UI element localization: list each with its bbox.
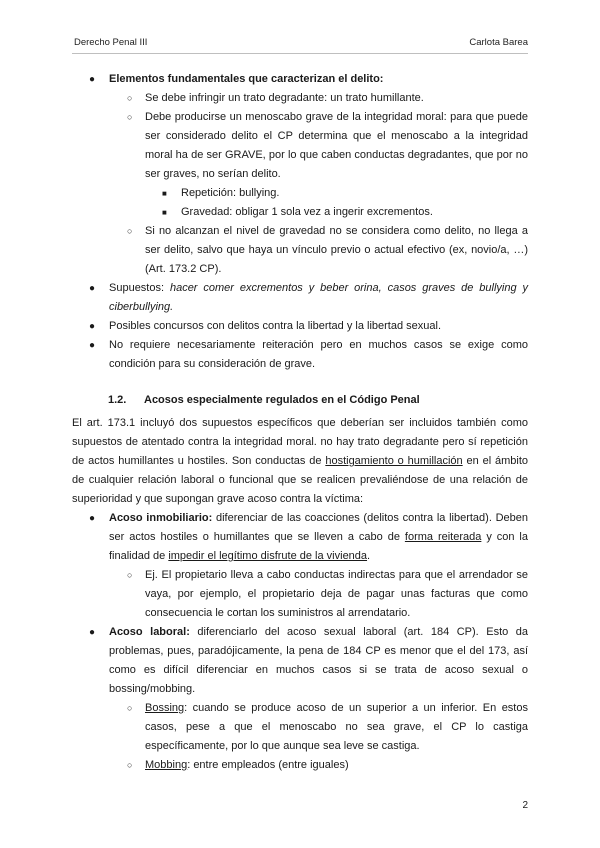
sub-bullet-trato bbox=[72, 89, 528, 108]
ejemplo-text: Ej. El propietario lleva a cabo conductas indirectas para que el arrendador se vaya, por ejemplo, el propietario deja de pagar unas facturas que como consecuencia le cortan los suministros al arrendatario. bbox=[145, 569, 528, 619]
circle-bullet-icon: ○ bbox=[127, 112, 133, 122]
laboral-label: Acoso laboral: bbox=[109, 626, 190, 638]
circle-bullet-icon: ○ bbox=[127, 226, 133, 236]
sub-bullet-mobbing bbox=[72, 756, 528, 775]
bullet-acoso-inmobiliario bbox=[72, 509, 528, 566]
intro-paragraph bbox=[72, 414, 528, 509]
document-body bbox=[72, 70, 528, 775]
bullet-dot-icon: ● bbox=[89, 340, 96, 351]
sub-sub-bullet-gravedad bbox=[72, 203, 528, 222]
intro-underlined: hostigamiento o humillación bbox=[325, 455, 463, 467]
bullet-dot-icon: ● bbox=[89, 74, 96, 85]
bullet-concursos bbox=[72, 317, 528, 336]
inmobiliario-underlined-2: impedir el legítimo disfrute de la vivienda bbox=[168, 550, 368, 562]
square-bullet-icon: ■ bbox=[162, 208, 167, 217]
inmobiliario-text-3: . bbox=[367, 550, 371, 562]
circle-bullet-icon: ○ bbox=[127, 703, 133, 713]
section-heading bbox=[72, 391, 528, 410]
supuestos-text: hacer comer excrementos y beber orina, casos graves de bullying y ciberbullying. bbox=[109, 282, 528, 313]
sub-sub-bullet-text: Gravedad: obligar 1 sola vez a ingerir excrementos. bbox=[181, 206, 433, 218]
intro-text: El art. 173.1 incluyó dos supuestos específicos que deberían ser incluidos también como supuestos de atentado contra la integridad moral. no hay trato degradante pero sí repetición de actos humillantes u hostiles. Son conductas de bbox=[72, 417, 528, 467]
bullet-dot-icon: ● bbox=[89, 321, 96, 332]
header-author: Carlota Barea bbox=[469, 37, 528, 48]
bossing-term: Bossing bbox=[145, 702, 185, 714]
bullet-supuestos bbox=[72, 279, 528, 317]
inmobiliario-text: diferenciar de las coacciones (delitos contra la libertad). Deben ser actos hostiles o humillantes que se lleven a cabo de bbox=[109, 512, 528, 543]
inmobiliario-text-2: y con la finalidad de bbox=[109, 531, 528, 562]
bullet-acoso-laboral bbox=[72, 623, 528, 699]
bullet-dot-icon: ● bbox=[89, 513, 96, 524]
laboral-text: diferenciarlo del acoso sexual laboral (art. 184 CP). Esto da problemas, pues, paradójicamente, la pena de 184 CP es menor que el del 173, así como es difícil diferenciar en muchos casos si se trata de acoso sexual o bossing/mobbing. bbox=[109, 626, 528, 695]
intro-text-end: en el ámbito de cualquier relación laboral o funcional que se realicen prevaliéndose de una relación de superioridad y que supongan grave acoso contra la víctima: bbox=[72, 455, 528, 505]
bullet-dot-icon: ● bbox=[89, 283, 96, 294]
square-bullet-icon: ■ bbox=[162, 189, 167, 198]
concursos-text: Posibles concursos con delitos contra la libertad y la libertad sexual. bbox=[109, 320, 442, 332]
sub-bullet-nivel-gravedad bbox=[72, 222, 528, 279]
supuestos-label: Supuestos: bbox=[109, 282, 165, 294]
header-divider bbox=[72, 53, 528, 54]
bullet-dot-icon: ● bbox=[89, 627, 96, 638]
header-course: Derecho Penal III bbox=[74, 37, 148, 48]
sub-bullet-text: Se debe infringir un trato degradante: un trato humillante. bbox=[145, 92, 424, 104]
bullet-elementos bbox=[72, 70, 528, 89]
bullet-reiteracion bbox=[72, 336, 528, 374]
section-number: 1.2. bbox=[108, 394, 127, 406]
circle-bullet-icon: ○ bbox=[127, 760, 133, 770]
sub-bullet-menoscabo bbox=[72, 108, 528, 184]
bossing-text: : cuando se produce acoso de un superior a un inferior. En estos casos, pese a que el menoscabo no sea grave, el CP lo castiga específicamente, por lo que aunque sea leve se castiga. bbox=[145, 702, 528, 752]
sub-sub-bullet-text: Repetición: bullying. bbox=[181, 187, 280, 199]
sub-sub-bullet-repeticion bbox=[72, 184, 528, 203]
mobbing-term: Mobbing bbox=[145, 759, 188, 771]
inmobiliario-label: Acoso inmobiliario: bbox=[109, 512, 213, 524]
sub-bullet-ejemplo bbox=[72, 566, 528, 623]
sub-bullet-text: Si no alcanzan el nivel de gravedad no se considera como delito, no llega a ser delito, salvo que haya un vínculo previo o actual efectivo (ex, novio/a, …) (Art. 173.2 CP). bbox=[145, 225, 528, 275]
reiteracion-text: No requiere necesariamente reiteración pero en muchos casos se exige como condición para su consideración de grave. bbox=[109, 339, 528, 370]
mobbing-text: : entre empleados (entre iguales) bbox=[187, 759, 349, 771]
sub-bullet-bossing bbox=[72, 699, 528, 756]
page-number: 2 bbox=[522, 800, 528, 811]
circle-bullet-icon: ○ bbox=[127, 93, 133, 103]
section-title: Acosos especialmente regulados en el Código Penal bbox=[144, 394, 420, 406]
sub-bullet-text: Debe producirse un menoscabo grave de la integridad moral: para que puede ser considerado delito el CP determina que el menoscabo a la integridad moral ha de ser GRAVE, por lo que caben conductas degradantes, que por no ser graves, no serían delito. bbox=[145, 111, 528, 180]
inmobiliario-underlined-1: forma reiterada bbox=[404, 531, 482, 543]
elementos-title: Elementos fundamentales que caracterizan el delito: bbox=[109, 73, 384, 85]
circle-bullet-icon: ○ bbox=[127, 570, 133, 580]
